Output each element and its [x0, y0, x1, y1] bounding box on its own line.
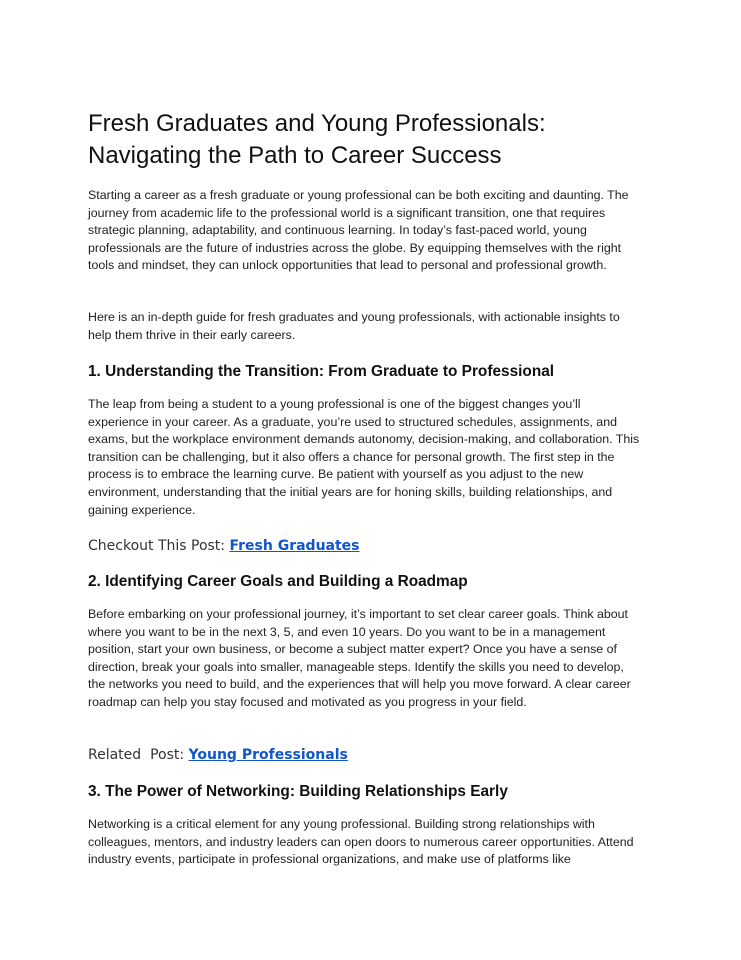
checkout-post-line — [88, 536, 360, 556]
checkout-post-prefix: Checkout This Post: — [88, 538, 230, 554]
section-heading: 2. Identifying Career Goals and Building a Roadmap — [88, 573, 468, 590]
section-heading: 3. The Power of Networking: Building Relationships Early — [88, 783, 508, 800]
intro-paragraph: Here is an in-depth guide for fresh graduates and young professionals, with actionable insights to help them thrive in their early careers. — [88, 310, 620, 342]
fresh-graduates-link[interactable]: Fresh Graduates — [229, 538, 360, 554]
section-body: Networking is a critical element for any young professional. Building strong relationships with colleagues, mentors, and industry leaders can open doors to numerous career opportunities. Attend industry events, participate in professional organizations, and make use of platforms like — [88, 817, 634, 867]
section-body: Before embarking on your professional journey, it’s important to set clear career goals. Think about where you want to be in the next 3, 5, and even 10 years. Do you want to be in a management position, start your own business, or become a subject matter expert? Once you have a sense of direction, break your goals into smaller, manageable steps. Identify the skills you need to develop, the networks you need to build, and the experiences that will help you move forward. A clear career roadmap can help you stay focused and motivated as you progress in your field. — [88, 607, 631, 709]
intro-paragraph: Starting a career as a fresh graduate or young professional can be both exciting and daunting. The journey from academic life to the professional world is a significant transition, one that requires strategic planning, adaptability, and continuous learning. In today’s fast-paced world, young professionals are the future of industries across the globe. By equipping themselves with the right tools and mindset, they can unlock opportunities that lead to personal and professional growth. — [88, 188, 629, 273]
page-title: Fresh Graduates and Young Professionals: Navigating the Path to Career Success — [88, 110, 546, 169]
section-heading: 1. Understanding the Transition: From Graduate to Professional — [88, 363, 555, 380]
young-professionals-link[interactable]: Young Professionals — [188, 747, 348, 763]
related-post-line — [88, 745, 348, 765]
related-post-prefix: Related Post: — [88, 747, 189, 763]
section-body: The leap from being a student to a young professional is one of the biggest changes you’ll experience in your career. As a graduate, you’re used to structured schedules, assignments, and exams, but the workplace environment demands autonomy, decision-making, and collaboration. This transition can be challenging, but it also offers a chance for personal growth. The first step in the process is to embrace the learning curve. Be patient with yourself as you adjust to the new environment, understanding that the initial years are for honing skills, building relationships, and gaining experience. — [88, 397, 640, 517]
